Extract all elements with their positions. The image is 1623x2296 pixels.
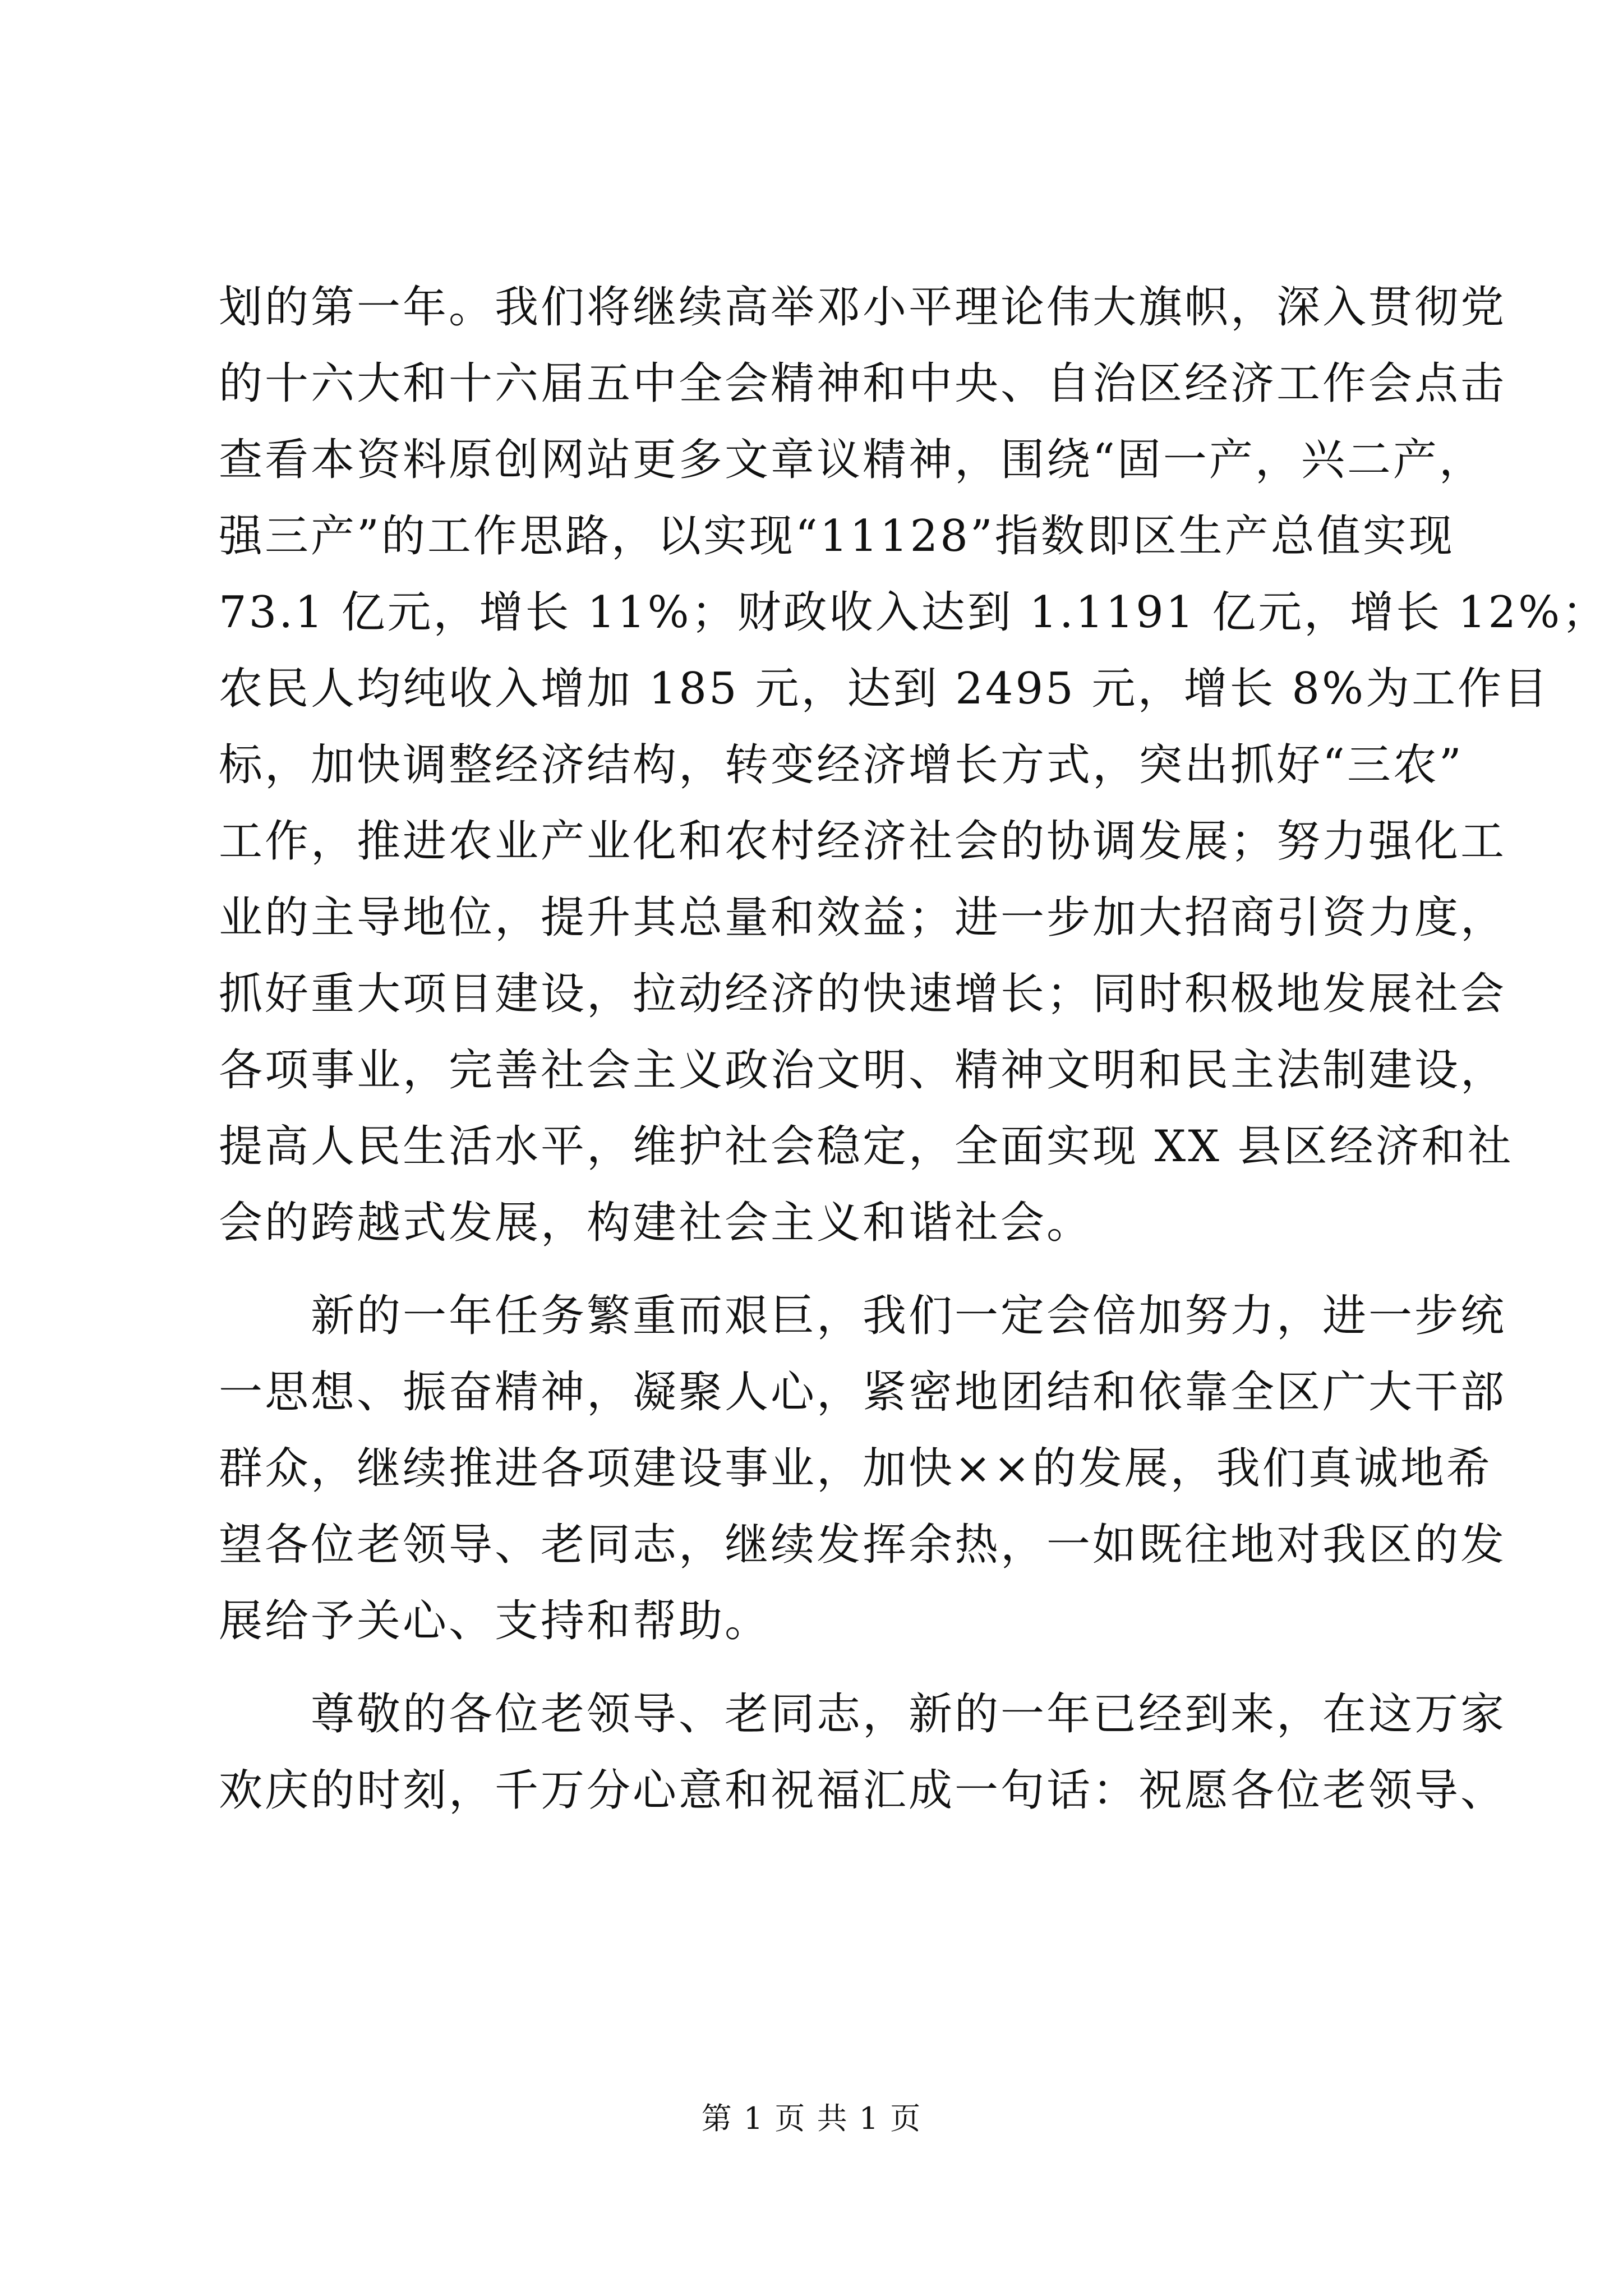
text-line: 标，加快调整经济结构，转变经济增长方式，突出抓好“三农” <box>219 740 1464 790</box>
text-line-indented: 尊敬的各位老领导、老同志，新的一年已经到来，在这万家 <box>311 1689 1507 1740</box>
paragraph-1 <box>219 269 1608 1261</box>
page-footer: 第 1 页 共 1 页 <box>701 2101 922 2136</box>
text-line: 会的跨越式发展，构建社会主义和谐社会。 <box>219 1198 1093 1248</box>
text-line: 群众，继续推进各项建设事业，加快××的发展，我们真诚地希 <box>219 1443 1492 1494</box>
text-line: 73.1 亿元，增长 11%；财政收入达到 1.1191 亿元，增长 12%； <box>219 587 1608 638</box>
text-line-indented: 新的一年任务繁重而艰巨，我们一定会倍加努力，进一步统 <box>311 1291 1507 1341</box>
text-line: 展给予关心、支持和帮助。 <box>219 1596 771 1646</box>
text-line: 工作，推进农业产业化和农村经济社会的协调发展；努力强化工 <box>219 816 1507 867</box>
text-line: 农民人均纯收入增加 185 元，达到 2495 元，增长 8%为工作目 <box>219 664 1550 714</box>
text-line: 强三产”的工作思路，以实现“11128”指数即区生产总值实现 <box>219 511 1455 562</box>
text-line: 查看本资料原创网站更多文章议精神，围绕“固一产，兴二产， <box>219 435 1485 485</box>
text-line: 提高人民生活水平，维护社会稳定，全面实现 XX 县区经济和社 <box>219 1121 1514 1172</box>
text-line: 望各位老领导、老同志，继续发挥余热，一如既往地对我区的发 <box>219 1520 1507 1570</box>
paragraph-3 <box>219 1676 1507 1829</box>
text-line: 各项事业，完善社会主义政治文明、精神文明和民主法制建设， <box>219 1045 1507 1096</box>
text-line: 抓好重大项目建设，拉动经济的快速增长；同时积极地发展社会 <box>219 969 1507 1019</box>
document-body <box>219 269 1608 1829</box>
text-line: 的十六大和十六届五中全会精神和中央、自治区经济工作会点击 <box>219 358 1507 409</box>
text-line: 划的第一年。我们将继续高举邓小平理论伟大旗帜，深入贯彻党 <box>219 282 1507 333</box>
paragraph-2 <box>219 1278 1507 1659</box>
text-line: 业的主导地位，提升其总量和效益；进一步加大招商引资力度， <box>219 892 1507 943</box>
text-line: 欢庆的时刻，千万分心意和祝福汇成一句话：祝愿各位老领导、 <box>219 1765 1507 1816</box>
text-line: 一思想、振奋精神，凝聚人心，紧密地团结和依靠全区广大干部 <box>219 1367 1507 1418</box>
